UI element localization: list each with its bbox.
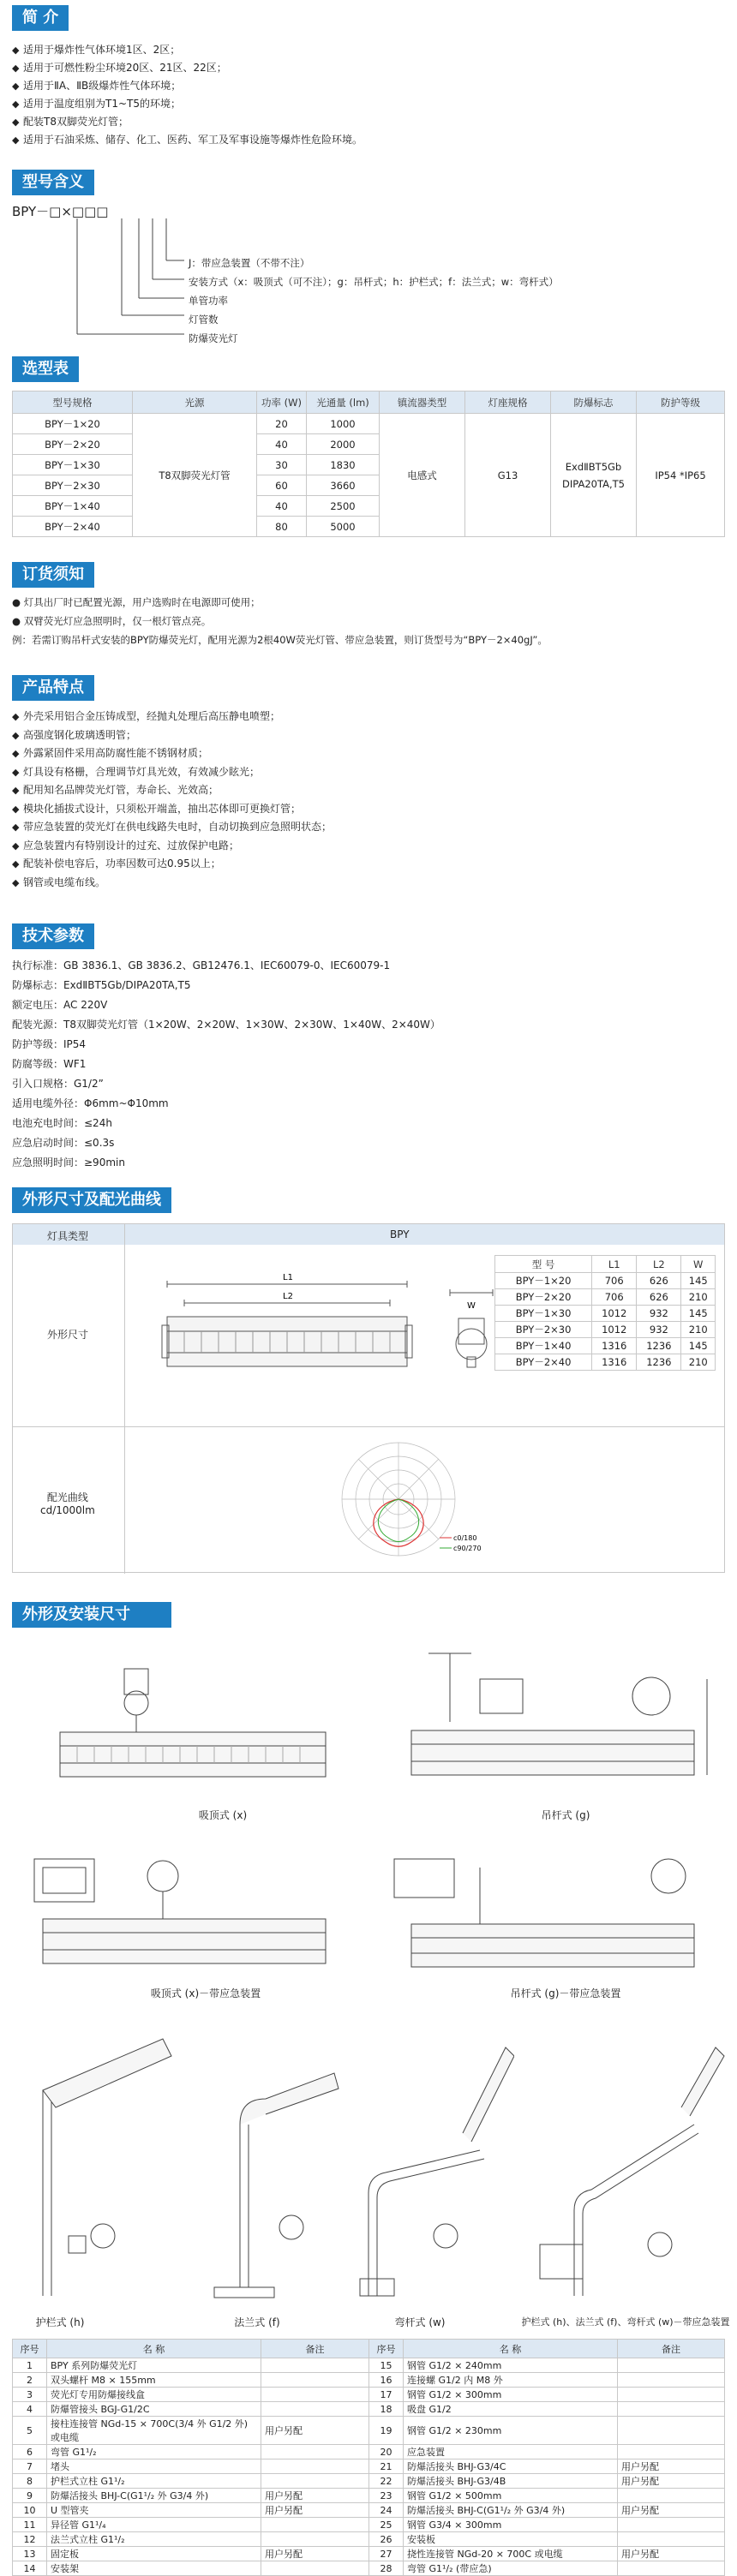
cell: 145	[681, 1306, 716, 1322]
part-name: 应急装置	[404, 2445, 618, 2459]
table-row	[13, 2532, 725, 2547]
table-row	[495, 1306, 716, 1322]
part-name: U 型管夹	[47, 2503, 261, 2518]
meaning-line: 单管功率	[189, 295, 228, 307]
part-note	[261, 2518, 369, 2532]
part-name: 挠性连接管 NGd-20 × 700C 或电缆	[404, 2547, 618, 2561]
cell: 1316	[592, 1354, 637, 1371]
cell-model: BPY－2×40	[13, 517, 133, 537]
part-note	[261, 2402, 369, 2417]
param-line: 额定电压：AC 220V	[12, 999, 108, 1011]
col-header: W	[681, 1256, 716, 1273]
pendant-mount-drawing	[394, 1645, 720, 1808]
param-line: 引入口规格：G1/2”	[12, 1078, 104, 1090]
col-header: 镇流器类型	[380, 391, 465, 414]
part-note: 用户另配	[261, 2503, 369, 2518]
model-title: 型号含义	[12, 170, 94, 195]
part-name: 固定板	[47, 2547, 261, 2561]
part-number: 11	[13, 2518, 47, 2532]
param-line: 防腐等级：WF1	[12, 1058, 87, 1070]
row2-label-b: cd/1000lm	[40, 1504, 95, 1516]
cell-flux: 1000	[307, 414, 380, 434]
part-note	[618, 2417, 725, 2445]
list-item: ◆ 模块化插拔式设计，只须松开端盖，抽出芯体即可更换灯管；	[12, 802, 302, 815]
cell-power: 40	[257, 496, 307, 517]
part-name: 荧光灯专用防爆接线盒	[47, 2388, 261, 2402]
part-note	[261, 2459, 369, 2474]
cell-flux: 5000	[307, 517, 380, 537]
cell-power: 80	[257, 517, 307, 537]
part-number: 26	[369, 2532, 404, 2547]
col-header: 灯座规格	[465, 391, 551, 414]
part-number: 8	[13, 2474, 47, 2489]
cell: 626	[637, 1273, 681, 1289]
part-number: 10	[13, 2503, 47, 2518]
part-note	[618, 2561, 725, 2576]
part-number: 20	[369, 2445, 404, 2459]
bent-pole-drawing	[343, 2022, 514, 2313]
part-name: 钢管 G1/2 × 300mm	[404, 2388, 618, 2402]
part-number: 1	[13, 2358, 47, 2373]
part-note	[618, 2402, 725, 2417]
ex-mark-1: ExdⅡBT5Gb	[565, 460, 622, 473]
col-header: 光源	[133, 391, 257, 414]
part-number: 9	[13, 2489, 47, 2503]
selection-title: 选型表	[12, 356, 79, 382]
part-name: 弯管 G1¹/₂	[47, 2445, 261, 2459]
lamp-endview-drawing	[441, 1284, 501, 1378]
table-row	[13, 2445, 725, 2459]
cell: 145	[681, 1273, 716, 1289]
part-number: 17	[369, 2388, 404, 2402]
part-number: 2	[13, 2373, 47, 2388]
part-name: 堵头	[47, 2459, 261, 2474]
caption-ceiling: 吸顶式 (x)	[198, 1809, 248, 1821]
cell: BPY－2×30	[495, 1322, 592, 1338]
col-header: 序号	[369, 2340, 404, 2358]
part-name: 连接螺 G1/2 内 M8 外	[404, 2373, 618, 2388]
install-title: 外形及安装尺寸	[12, 1602, 171, 1628]
part-name: 接柱连接管 NGd-15 × 700C(3/4 外 G1/2 外) 或电缆	[47, 2417, 261, 2445]
ceiling-emergency-drawing	[26, 1842, 334, 1987]
part-name: 防爆管接头 BGJ-G1/2C	[47, 2402, 261, 2417]
part-note	[618, 2388, 725, 2402]
dims-title: 外形尺寸及配光曲线	[12, 1187, 171, 1213]
list-item: ◆ 应急装置内有特别设计的过充、过放保护电路；	[12, 839, 240, 852]
col-header: 名 称	[47, 2340, 261, 2358]
part-name: 钢管 G1/2 × 500mm	[404, 2489, 618, 2503]
cell: 1316	[592, 1338, 637, 1354]
cell: 1236	[637, 1338, 681, 1354]
part-name: 防爆活接头 BHJ-C(G1¹/₂ 外 G3/4 外)	[47, 2489, 261, 2503]
polar-legend-1: c0/180	[453, 1534, 477, 1542]
cell: 1012	[592, 1322, 637, 1338]
table-row	[13, 2373, 725, 2388]
lamp-outline-drawing	[150, 1250, 450, 1404]
part-name: BPY 系列防爆荧光灯	[47, 2358, 261, 2373]
part-note	[618, 2358, 725, 2373]
part-number: 27	[369, 2547, 404, 2561]
table-row	[495, 1338, 716, 1354]
cell-model: BPY－1×30	[13, 455, 133, 475]
model-code: BPY－□×□□□	[12, 204, 109, 219]
cell-flux: 3660	[307, 475, 380, 496]
part-name: 防爆活接头 BHJ-C(G1¹/₂ 外 G3/4 外)	[404, 2503, 618, 2518]
part-note: 用户另配	[618, 2459, 725, 2474]
part-note: 用户另配	[618, 2503, 725, 2518]
table-row	[13, 2561, 725, 2576]
table-row	[13, 2503, 725, 2518]
cell: 210	[681, 1322, 716, 1338]
table-header-row	[495, 1256, 716, 1273]
cell: 210	[681, 1354, 716, 1371]
ceiling-mount-drawing	[51, 1653, 334, 1808]
col-header: 型 号	[495, 1256, 592, 1273]
part-note	[618, 2518, 725, 2532]
part-note: 用户另配	[261, 2417, 369, 2445]
col-header: 备注	[618, 2340, 725, 2358]
part-number: 24	[369, 2503, 404, 2518]
param-line: 应急启动时间：≤0.3s	[12, 1137, 115, 1149]
meaning-line: 防爆荧光灯	[189, 332, 238, 344]
cell-flux: 2500	[307, 496, 380, 517]
table-row	[13, 2402, 725, 2417]
cell-power: 20	[257, 414, 307, 434]
table-header-row	[13, 391, 725, 414]
polar-legend-2: c90/270	[453, 1545, 482, 1552]
part-name: 安装架	[47, 2561, 261, 2576]
col-header: 备注	[261, 2340, 369, 2358]
part-note	[618, 2445, 725, 2459]
features-title: 产品特点	[12, 675, 94, 701]
table-row	[495, 1322, 716, 1338]
table-header-row	[13, 2340, 725, 2358]
cell-socket: G13	[465, 414, 551, 537]
part-note: 用户另配	[618, 2547, 725, 2561]
part-number: 14	[13, 2561, 47, 2576]
order-line: ● 灯具出厂时已配置光源，用户选购时在电源即可使用；	[12, 596, 261, 608]
list-item: ◆ 适用于ⅡA、ⅡB级爆炸性气体环境；	[12, 80, 182, 92]
part-number: 28	[369, 2561, 404, 2576]
cell-ex-mark	[551, 414, 637, 537]
model-diagram	[60, 214, 189, 343]
table-row	[13, 2518, 725, 2532]
dims-panel	[12, 1223, 725, 1573]
intro-title: 简 介	[12, 5, 69, 31]
cell-model: BPY－2×20	[13, 434, 133, 455]
cell-model: BPY－1×20	[13, 414, 133, 434]
part-note: 用户另配	[261, 2547, 369, 2561]
part-note	[261, 2561, 369, 2576]
part-number: 7	[13, 2459, 47, 2474]
col-header: 功率 (W)	[257, 391, 307, 414]
parts-body	[13, 2358, 725, 2576]
cell-ballast: 电感式	[380, 414, 465, 537]
dims-col1: 灯具类型	[47, 1230, 89, 1242]
part-note	[618, 2373, 725, 2388]
ex-mark-2: DIPA20TA,T5	[562, 477, 625, 490]
guardrail-drawing	[17, 2022, 180, 2313]
list-item: ◆ 适用于爆炸性气体环境1区、2区；	[12, 44, 181, 56]
meaning-line: J：带应急装置（不带不注）	[189, 257, 310, 269]
polar-light-curve	[339, 1435, 493, 1563]
list-item: ◆ 外壳采用铝合金压铸成型，经抛丸处理后高压静电喷塑；	[12, 710, 281, 722]
part-number: 6	[13, 2445, 47, 2459]
part-note	[261, 2474, 369, 2489]
part-note: 用户另配	[618, 2474, 725, 2489]
cell: 210	[681, 1289, 716, 1306]
order-notes	[12, 593, 548, 649]
cell-flux: 2000	[307, 434, 380, 455]
part-number: 13	[13, 2547, 47, 2561]
cell-power: 40	[257, 434, 307, 455]
divider	[13, 1426, 724, 1427]
parts-table	[12, 2339, 725, 2576]
col-header: 型号规格	[13, 391, 133, 414]
cell-flux: 1830	[307, 455, 380, 475]
part-number: 22	[369, 2474, 404, 2489]
meaning-line: 安装方式（x：吸顶式（可不注）；g：吊杆式；h：护栏式；f：法兰式；w：弯杆式）	[189, 276, 559, 288]
param-line: 应急照明时间：≥90min	[12, 1157, 125, 1168]
cell: BPY－1×40	[495, 1338, 592, 1354]
table-row	[13, 2417, 725, 2445]
col-header: L2	[637, 1256, 681, 1273]
col-header: 防护等级	[637, 391, 725, 414]
part-number: 18	[369, 2402, 404, 2417]
part-name: 吸盘 G1/2	[404, 2402, 618, 2417]
part-number: 16	[369, 2373, 404, 2388]
dims-header-row	[13, 1224, 724, 1245]
meaning-line: 灯管数	[189, 314, 219, 326]
params-title: 技术参数	[12, 923, 94, 949]
table-row	[495, 1354, 716, 1371]
params-list	[12, 956, 440, 1173]
cell-model: BPY－1×40	[13, 496, 133, 517]
part-name: 钢管 G1/2 × 230mm	[404, 2417, 618, 2445]
table-row	[13, 2547, 725, 2561]
caption-pendant: 吊杆式 (g)	[541, 1809, 590, 1821]
cell: 932	[637, 1306, 681, 1322]
cell-light-source: T8双脚荧光灯管	[133, 414, 257, 537]
cell: BPY－2×40	[495, 1354, 592, 1371]
cell: 706	[592, 1273, 637, 1289]
cell-power: 30	[257, 455, 307, 475]
cell: 626	[637, 1289, 681, 1306]
pendant-emergency-drawing	[386, 1842, 720, 1987]
intro-list	[12, 41, 723, 149]
part-name: 钢管 G3/4 × 300mm	[404, 2518, 618, 2532]
emergency-variants-drawing	[523, 2022, 728, 2313]
cell: BPY－2×20	[495, 1289, 592, 1306]
caption-flange: 法兰式 (f)	[234, 2316, 280, 2328]
part-note	[618, 2532, 725, 2547]
part-number: 23	[369, 2489, 404, 2503]
order-line: 例：若需订购吊杆式安装的BPY防爆荧光灯，配用光源为2根40W荧光灯管、带应急装置，则订货型号为“BPY－2×40gJ”。	[12, 634, 548, 646]
param-line: 防爆标志：ExdⅡBT5Gb/DIPA20TA,T5	[12, 979, 191, 991]
list-item: ◆ 高强度钢化玻璃透明管；	[12, 728, 137, 741]
param-line: 防护等级：IP54	[12, 1038, 87, 1050]
cell: 1012	[592, 1306, 637, 1322]
divider	[124, 1224, 125, 1574]
caption-ceiling-emergency: 吸顶式 (x)－带应急装置	[150, 1987, 261, 1999]
list-item: ◆ 外露紧固件采用高防腐性能不锈钢材质；	[12, 747, 209, 759]
table-row	[13, 2388, 725, 2402]
model-meanings	[189, 254, 559, 348]
list-item: ◆ 灯具设有格栅，合理调节灯具光效，有效减少眩光；	[12, 765, 261, 778]
cell: 145	[681, 1338, 716, 1354]
list-item: ◆ 配用知名品牌荧光灯管，寿命长、光效高；	[12, 784, 219, 796]
col-header: 防爆标志	[551, 391, 637, 414]
label-w: W	[467, 1301, 476, 1311]
label-l2: L2	[283, 1292, 293, 1301]
part-note	[261, 2445, 369, 2459]
part-number: 3	[13, 2388, 47, 2402]
table-row	[13, 414, 725, 434]
part-number: 12	[13, 2532, 47, 2547]
dims-col2: BPY	[390, 1228, 410, 1240]
list-item: ◆ 带应急装置的荧光灯在供电线路失电时，自动切换到应急照明状态；	[12, 821, 333, 833]
caption-emergency-variants: 护栏式 (h)、法兰式 (f)、弯杆式 (w)－带应急装置	[521, 2316, 730, 2328]
list-item: ◆ 适用于温度组别为T1~T5的环境；	[12, 98, 181, 110]
cell: 1236	[637, 1354, 681, 1371]
cell-power: 60	[257, 475, 307, 496]
table-row	[13, 2474, 725, 2489]
part-name: 防爆活接头 BHJ-G3/4C	[404, 2459, 618, 2474]
dims-row2-label	[40, 1490, 95, 1516]
list-item: ◆ 适用于石油采炼、储存、化工、医药、军工及军事设施等爆炸性危险环境。	[12, 134, 363, 146]
cell: BPY－1×30	[495, 1306, 592, 1322]
part-number: 15	[369, 2358, 404, 2373]
part-name: 弯管 G1¹/₂ (带应急)	[404, 2561, 618, 2576]
param-line: 适用电缆外径：Φ6mm~Φ10mm	[12, 1097, 169, 1109]
caption-guardrail: 护栏式 (h)	[35, 2316, 85, 2328]
flange-drawing	[171, 2022, 343, 2313]
dims-row1-label: 外形尺寸	[47, 1329, 89, 1341]
part-number: 19	[369, 2417, 404, 2445]
table-row	[495, 1289, 716, 1306]
col-header: 光通量 (lm)	[307, 391, 380, 414]
list-item: ◆ 适用于可燃性粉尘环境20区、21区、22区；	[12, 62, 227, 74]
list-item: ◆ 配装补偿电容后，功率因数可达0.95以上；	[12, 858, 221, 870]
part-name: 防爆活接头 BHJ-G3/4B	[404, 2474, 618, 2489]
caption-pendant-emergency: 吊杆式 (g)－带应急装置	[510, 1987, 621, 1999]
cell-model: BPY－2×30	[13, 475, 133, 496]
part-number: 5	[13, 2417, 47, 2445]
part-note	[261, 2373, 369, 2388]
part-note: 用户另配	[261, 2489, 369, 2503]
table-row	[13, 2459, 725, 2474]
part-name: 安装板	[404, 2532, 618, 2547]
dims-table	[494, 1255, 716, 1371]
order-line: ● 双臂荧光灯应急照明时，仅一根灯管点亮。	[12, 615, 212, 627]
col-header: 名 称	[404, 2340, 618, 2358]
cell: BPY－1×20	[495, 1273, 592, 1289]
param-line: 配装光源：T8双脚荧光灯管（1×20W、2×20W、1×30W、2×30W、1×40W、2×40W）	[12, 1019, 440, 1031]
part-name: 钢管 G1/2 × 240mm	[404, 2358, 618, 2373]
caption-bent-pole: 弯杆式 (w)	[394, 2316, 446, 2328]
part-name: 法兰式立柱 G1¹/₂	[47, 2532, 261, 2547]
selection-table	[12, 391, 725, 537]
part-note	[618, 2489, 725, 2503]
param-line: 电池充电时间：≤24h	[12, 1117, 112, 1129]
cell: 932	[637, 1322, 681, 1338]
col-header: 序号	[13, 2340, 47, 2358]
table-row	[13, 2358, 725, 2373]
table-row	[495, 1273, 716, 1289]
part-number: 25	[369, 2518, 404, 2532]
list-item: ◆ 配装T8双脚荧光灯管；	[12, 116, 129, 128]
list-item: ◆ 钢管或电缆布线。	[12, 876, 106, 888]
order-title: 订货须知	[12, 562, 94, 588]
features-list	[12, 708, 723, 892]
part-number: 4	[13, 2402, 47, 2417]
row2-label-a: 配光曲线	[46, 1491, 88, 1503]
part-note	[261, 2358, 369, 2373]
cell: 706	[592, 1289, 637, 1306]
part-number: 21	[369, 2459, 404, 2474]
part-note	[261, 2532, 369, 2547]
table-row	[13, 2489, 725, 2503]
part-name: 异径管 G1¹/₄	[47, 2518, 261, 2532]
cell-protection: IP54 *IP65	[637, 414, 725, 537]
param-line: 执行标准：GB 3836.1、GB 3836.2、GB12476.1、IEC60079-0、IEC60079-1	[12, 959, 391, 971]
part-note	[261, 2388, 369, 2402]
part-name: 双头螺杆 M8 × 155mm	[47, 2373, 261, 2388]
part-name: 护栏式立柱 G1¹/₂	[47, 2474, 261, 2489]
label-l1: L1	[283, 1273, 293, 1282]
col-header: L1	[592, 1256, 637, 1273]
